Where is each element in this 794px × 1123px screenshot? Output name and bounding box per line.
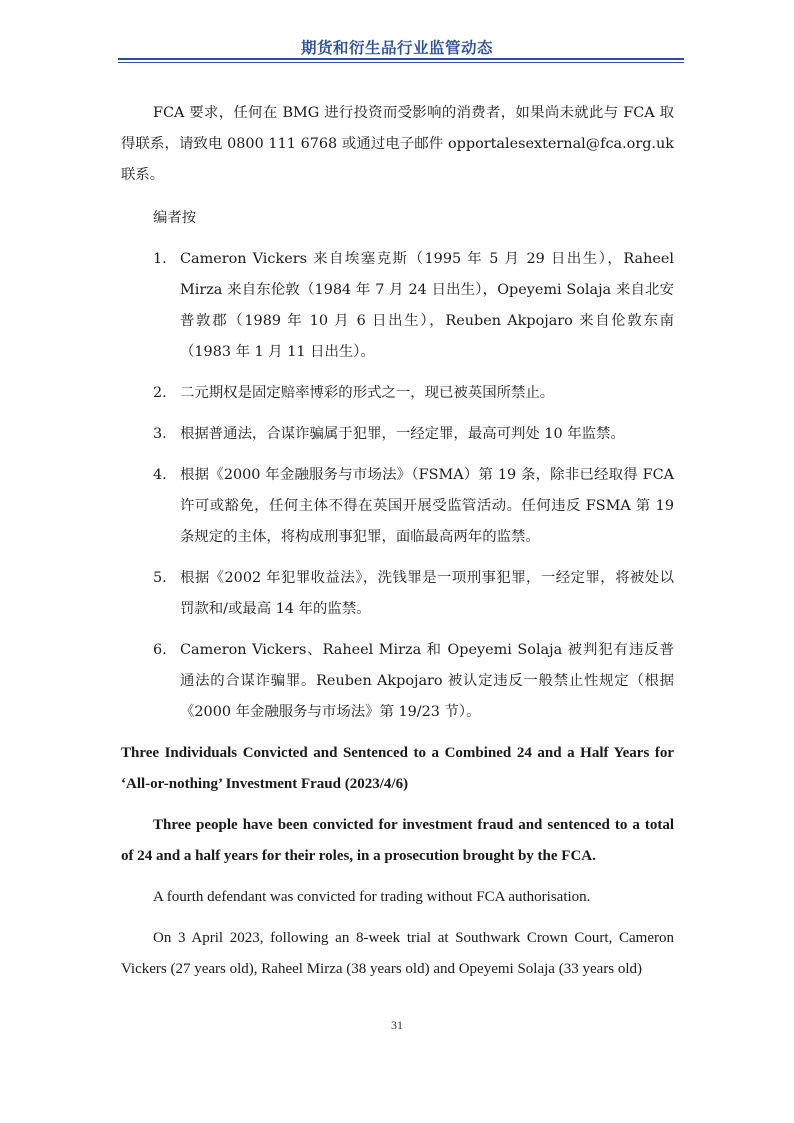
note-text: 根据《2000 年金融服务与市场法》（FSMA）第 19 条，除非已经取得 FCA 许可或豁免，任何主体不得在英国开展受监管活动。任何违反 FSMA 第 19 条规定的主体，将构成刑事犯罪，面临最高两年的监禁。: [180, 467, 674, 545]
header-rule-thin: [118, 62, 684, 63]
note-item: [121, 244, 674, 368]
note-number: 5.: [153, 570, 167, 586]
page-header-title: 期货和衍生品行业监管动态: [300, 39, 493, 57]
note-number: 1.: [153, 251, 167, 267]
article-lead: Three people have been convicted for investment fraud and sentenced to a total of 24 and a half years for their roles, in a prosecution brought by the FCA.: [121, 817, 674, 864]
note-item: [121, 419, 674, 450]
note-text: Cameron Vickers 来自埃塞克斯（1995 年 5 月 29 日出生），Raheel Mirza 来自东伦敦（1984 年 7 月 24 日出生），Opeyemi Solaja 来自北安普敦郡（1989 年 10 月 6 日出生），Reuben Akpojaro 来自伦敦东南（1983 年 1 月 11 日出生）。: [180, 251, 674, 360]
note-item: [121, 563, 674, 625]
intro-paragraph: FCA 要求，任何在 BMG 进行投资而受影响的消费者，如果尚未就此与 FCA 取得联系，请致电 0800 111 6768 或通过电子邮件 opportalesexternal@fca.org.uk 联系。: [121, 105, 674, 183]
page-content: [121, 98, 674, 985]
article-headline: Three Individuals Convicted and Sentenced to a Combined 24 and a Half Years for ‘All-or-nothing’ Investment Fraud (2023/4/6): [121, 745, 674, 792]
editor-note-heading: 编者按: [153, 210, 197, 226]
note-text: 根据《2002 年犯罪收益法》，洗钱罪是一项刑事犯罪，一经定罪，将被处以罚款和/或最高 14 年的监禁。: [180, 570, 674, 617]
note-number: 2.: [153, 385, 167, 401]
note-text: Cameron Vickers、Raheel Mirza 和 Opeyemi Solaja 被判犯有违反普通法的合谋诈骗罪。Reuben Akpojaro 被认定违反一般禁止性规定（根据《2000 年金融服务与市场法》第 19/23 节）。: [180, 642, 674, 720]
page-number: 31: [391, 1018, 403, 1032]
note-text: 根据普通法，合谋诈骗属于犯罪，一经定罪，最高可判处 10 年监禁。: [180, 426, 625, 442]
note-text: 二元期权是固定赔率博彩的形式之一，现已被英国所禁止。: [180, 385, 555, 401]
note-item: [121, 460, 674, 553]
note-number: 4.: [153, 467, 167, 483]
article-paragraph: On 3 April 2023, following an 8-week trial at Southwark Crown Court, Cameron Vickers (27 years old), Raheel Mirza (38 years old) and Opeyemi Solaja (33 years old): [121, 930, 674, 977]
article-paragraph: A fourth defendant was convicted for trading without FCA authorisation.: [153, 889, 591, 905]
note-number: 6.: [153, 642, 167, 658]
note-item: [121, 378, 674, 409]
header-rule-thick: [118, 58, 684, 60]
editor-note-list: [121, 244, 674, 728]
note-item: [121, 635, 674, 728]
note-number: 3.: [153, 426, 167, 442]
